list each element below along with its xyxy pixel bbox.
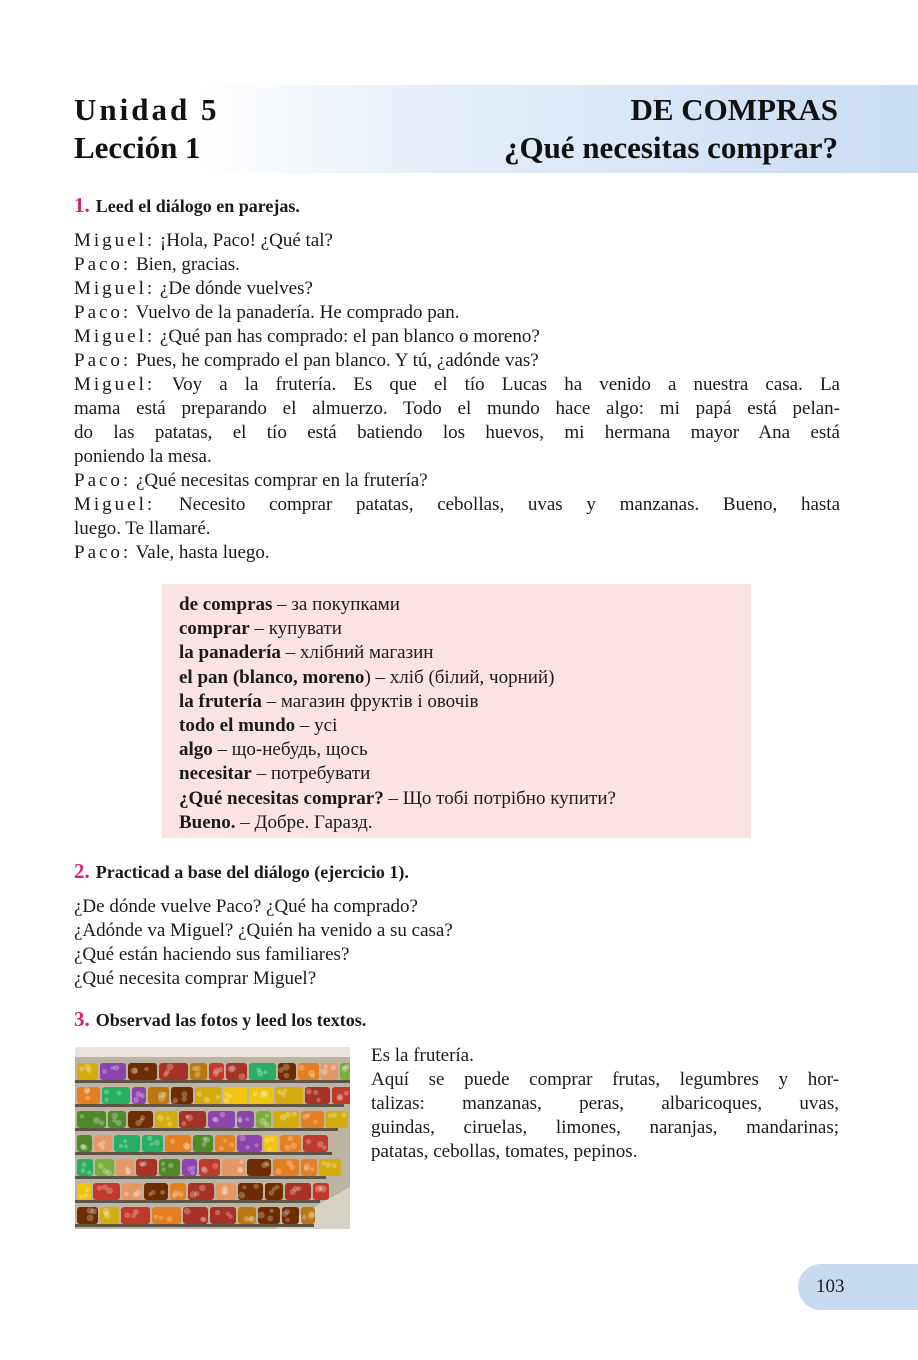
produce-highlight <box>223 1139 227 1143</box>
produce-bin <box>265 1183 283 1200</box>
dialogue-line <box>74 325 840 349</box>
produce-highlight <box>253 1091 258 1096</box>
produce-highlight <box>86 1068 91 1073</box>
produce-highlight <box>285 1145 291 1151</box>
produce-highlight <box>316 1098 320 1102</box>
produce-highlight <box>200 1216 205 1221</box>
produce-highlight <box>104 1090 109 1095</box>
produce-highlight <box>242 1185 246 1189</box>
page-number: 103 <box>816 1276 845 1297</box>
dialogue <box>74 229 840 565</box>
produce-highlight <box>239 1160 243 1164</box>
produce-highlight <box>124 1144 128 1148</box>
produce-highlight <box>84 1087 90 1093</box>
produce-highlight <box>293 1186 299 1192</box>
produce-highlight <box>267 1147 271 1151</box>
produce-highlight <box>332 1113 337 1118</box>
produce-highlight <box>298 1065 304 1071</box>
produce-highlight <box>150 1142 154 1146</box>
vocab-term: comprar <box>179 618 250 640</box>
produce-highlight <box>215 1210 220 1215</box>
produce-highlight <box>248 1216 253 1221</box>
produce-highlight <box>224 1098 230 1104</box>
produce-highlight <box>125 1166 129 1170</box>
produce-highlight <box>151 1190 156 1195</box>
produce-highlight <box>166 1116 170 1120</box>
produce-highlight <box>192 1066 197 1071</box>
produce-highlight <box>336 1094 343 1101</box>
produce-highlight <box>292 1112 297 1117</box>
shelf-edge <box>75 1176 326 1179</box>
utterance: Bien, gracias. <box>135 254 240 275</box>
text-line: talizas: manzanas, peras, albaricoques, uvas, <box>371 1093 839 1114</box>
produce-highlight <box>167 1063 174 1070</box>
produce-highlight <box>111 1112 118 1119</box>
text-line: Es la frutería. <box>371 1045 474 1066</box>
text-line: Aquí se puede comprar frutas, legumbres y hor- <box>371 1069 839 1090</box>
vocab-translation: – купувати <box>249 618 342 640</box>
shelf-edge <box>75 1224 314 1227</box>
produce-highlight <box>87 1207 94 1214</box>
produce-highlight <box>101 1140 106 1145</box>
speaker: Miguel: <box>74 278 156 299</box>
dialogue-line <box>74 469 840 493</box>
produce-highlight <box>245 1117 249 1121</box>
produce-highlight <box>314 1120 318 1124</box>
questions-list <box>74 895 840 991</box>
produce-highlight <box>286 1160 292 1166</box>
produce-highlight <box>202 1136 207 1141</box>
shelf-edge <box>75 1200 320 1203</box>
produce-highlight <box>160 1190 165 1195</box>
dialogue-line <box>74 493 840 517</box>
produce-highlight <box>284 1073 290 1079</box>
vocabulary-list <box>179 593 616 835</box>
produce-highlight <box>83 1193 88 1198</box>
produce-highlight <box>245 1145 249 1149</box>
vocab-translation: ) – хліб (білий, чорний) <box>364 666 555 688</box>
vocab-entry <box>179 762 616 786</box>
utterance: ¡Hola, Paco! ¿Qué tal? <box>159 230 333 251</box>
produce-highlight <box>158 1095 165 1102</box>
speaker: Miguel: <box>74 230 156 251</box>
vocab-entry <box>179 641 616 665</box>
produce-highlight <box>331 1065 336 1070</box>
produce-highlight <box>79 1066 84 1071</box>
produce-highlight <box>229 1142 234 1147</box>
produce-highlight <box>85 1096 90 1101</box>
speaker: Paco: <box>74 254 132 275</box>
produce-highlight <box>226 1212 230 1216</box>
produce-highlight <box>111 1066 115 1070</box>
vocab-entry <box>179 666 616 690</box>
produce-highlight <box>133 1097 139 1103</box>
dialogue-continuation: mama está preparando el almuerzo. Todo el mundo hace algo: mi papá está pelan- <box>74 398 840 419</box>
produce-bin <box>285 1183 311 1200</box>
vocab-translation: – за покупками <box>272 594 400 615</box>
produce-highlight <box>344 1091 349 1096</box>
produce-highlight <box>263 1070 267 1074</box>
produce-highlight <box>85 1187 90 1192</box>
produce-highlight <box>272 1187 276 1191</box>
fruit-shop-text <box>371 1044 839 1164</box>
produce-highlight <box>87 1170 91 1174</box>
produce-highlight <box>304 1163 311 1170</box>
produce-highlight <box>238 1073 245 1080</box>
produce-highlight <box>285 1218 289 1222</box>
produce-highlight <box>306 1088 312 1094</box>
vocab-entry <box>179 617 616 641</box>
produce-highlight <box>119 1144 123 1148</box>
utterance: Pues, he comprado el pan blanco. Y tú, ¿adónde vas? <box>135 350 539 371</box>
produce-bin <box>77 1111 106 1128</box>
produce-highlight <box>324 1064 328 1068</box>
produce-highlight <box>342 1066 346 1070</box>
vocab-term: ¿Qué necesitas comprar? <box>179 787 384 809</box>
produce-highlight <box>308 1213 315 1220</box>
produce-highlight <box>80 1114 84 1118</box>
dialogue-line <box>74 301 840 325</box>
produce-highlight <box>147 1136 152 1141</box>
exercise-1-heading <box>74 194 300 217</box>
shelf-edge <box>75 1080 350 1083</box>
produce-highlight <box>81 1162 86 1167</box>
vocab-term: la frutería <box>179 690 262 712</box>
produce-highlight <box>168 1163 174 1169</box>
produce-highlight <box>264 1138 270 1144</box>
shelf-edge <box>75 1104 344 1107</box>
produce-highlight <box>265 1114 269 1118</box>
produce-highlight <box>288 1135 294 1141</box>
produce-highlight <box>106 1187 113 1194</box>
speaker: Paco: <box>74 350 132 371</box>
produce-highlight <box>228 1066 234 1072</box>
produce-highlight <box>239 1135 245 1141</box>
produce-highlight <box>181 1091 187 1097</box>
produce-highlight <box>159 1215 163 1219</box>
dialogue-line <box>74 349 840 373</box>
produce-highlight <box>93 1117 100 1124</box>
produce-highlight <box>167 1121 172 1126</box>
produce-highlight <box>124 1212 130 1218</box>
produce-highlight <box>161 1162 165 1166</box>
vocab-term: el pan (blanco, moreno <box>179 666 365 688</box>
produce-highlight <box>202 1142 207 1147</box>
produce-highlight <box>313 1090 318 1095</box>
shelf-edge <box>75 1128 338 1131</box>
speaker: Paco: <box>74 302 132 323</box>
produce-highlight <box>264 1161 269 1166</box>
produce-highlight <box>181 1121 186 1126</box>
produce-highlight <box>87 1215 94 1222</box>
produce-highlight <box>194 1071 200 1077</box>
vocab-translation: – усі <box>295 715 338 737</box>
unit-title: Unidad 5 <box>74 92 220 127</box>
produce-highlight <box>202 1168 208 1174</box>
question: ¿Qué necesita comprar Miguel? <box>74 968 317 989</box>
vocab-entry <box>179 690 616 714</box>
produce-highlight <box>199 1185 206 1192</box>
speaker: Paco: <box>74 470 132 491</box>
exercise-3-heading <box>74 1008 366 1031</box>
vocab-term: todo el mundo <box>179 715 296 737</box>
produce-highlight <box>267 1216 273 1222</box>
produce-highlight <box>257 1070 263 1076</box>
produce-highlight <box>306 1139 312 1145</box>
produce-highlight <box>237 1167 243 1173</box>
produce-highlight <box>184 1208 191 1215</box>
produce-highlight <box>270 1137 275 1142</box>
dialogue-continuation: do las patatas, el tío está batiendo los huevos, mi hermana mayor Ana está <box>74 422 840 443</box>
produce-highlight <box>163 1072 168 1077</box>
produce-highlight <box>178 1191 184 1197</box>
produce-highlight <box>144 1067 149 1072</box>
produce-highlight <box>97 1185 103 1191</box>
produce-highlight <box>325 1162 331 1168</box>
speaker: Miguel: <box>74 494 156 515</box>
produce-highlight <box>154 1140 160 1146</box>
vocab-translation: – що-небудь, щось <box>212 739 368 761</box>
vocab-translation: – магазин фруктів і овочів <box>261 690 479 712</box>
dialogue-line <box>74 277 840 301</box>
lesson-title: Lección 1 <box>74 130 201 165</box>
vocab-translation: – Добре. Гаразд. <box>235 811 373 833</box>
produce-highlight <box>135 1190 142 1197</box>
exercise-instruction: Observad las fotos y leed los textos. <box>95 1010 367 1030</box>
produce-highlight <box>172 1098 178 1104</box>
produce-highlight <box>190 1191 197 1198</box>
fruit-shelves-image <box>75 1047 350 1229</box>
produce-highlight <box>258 1212 265 1219</box>
produce-highlight <box>117 1090 122 1095</box>
vocab-term: la panadería <box>179 642 281 664</box>
produce-highlight <box>216 1095 220 1099</box>
vocab-entry <box>179 593 616 617</box>
produce-highlight <box>183 1142 190 1149</box>
produce-highlight <box>81 1143 86 1148</box>
text-line: guindas, ciruelas, limones, naranjas, mandarinas; <box>371 1117 839 1138</box>
question: ¿De dónde vuelve Paco? ¿Qué ha comprado? <box>74 896 418 917</box>
produce-highlight <box>283 1063 290 1070</box>
produce-highlight <box>220 1112 225 1117</box>
produce-highlight <box>224 1092 229 1097</box>
produce-highlight <box>112 1118 116 1122</box>
produce-highlight <box>98 1163 104 1169</box>
utterance: Voy a la frutería. Es que el tío Lucas ha venido a nuestra casa. La <box>171 374 840 395</box>
produce-highlight <box>170 1139 175 1144</box>
produce-highlight <box>191 1165 196 1170</box>
produce-highlight <box>139 1161 144 1166</box>
utterance: Vuelvo de la panadería. He comprado pan. <box>135 302 460 323</box>
produce-highlight <box>133 1068 139 1074</box>
exercise-instruction: Leed el diálogo en parejas. <box>95 196 300 216</box>
vocab-translation: – Що тобі потрібно купити? <box>383 787 616 809</box>
produce-highlight <box>153 1214 157 1218</box>
produce-highlight <box>219 1146 224 1151</box>
speaker: Miguel: <box>74 326 156 347</box>
vocab-term: necesitar <box>179 763 252 785</box>
produce-bin <box>136 1159 157 1176</box>
topic-title: DE COMPRAS <box>630 92 838 127</box>
vocab-entry <box>179 787 616 811</box>
exercise-number: 2. <box>74 859 90 883</box>
produce-bin <box>159 1063 188 1080</box>
produce-highlight <box>320 1186 327 1193</box>
vocab-term: algo <box>179 739 213 761</box>
produce-highlight <box>321 1069 327 1075</box>
produce-highlight <box>238 1119 242 1123</box>
speaker: Paco: <box>74 542 132 563</box>
produce-highlight <box>282 1211 288 1217</box>
produce-highlight <box>126 1171 130 1175</box>
produce-bin <box>319 1159 341 1176</box>
utterance: ¿De dónde vuelves? <box>159 278 313 299</box>
dialogue-line <box>74 541 840 565</box>
produce-highlight <box>186 1114 193 1121</box>
produce-highlight <box>161 1167 166 1172</box>
produce-highlight <box>123 1139 127 1143</box>
utterance: Necesito comprar patatas, cebollas, uvas y manzanas. Bueno, hasta <box>178 494 840 515</box>
dialogue-line <box>74 229 840 253</box>
lesson-question-title: ¿Qué necesitas comprar? <box>503 130 838 165</box>
produce-highlight <box>157 1115 164 1122</box>
produce-highlight <box>213 1068 220 1075</box>
dialogue-line <box>74 253 840 277</box>
dialogue-continuation: poniendo la mesa. <box>74 446 212 467</box>
produce-bin <box>190 1063 207 1080</box>
produce-bin <box>116 1159 134 1176</box>
produce-highlight <box>196 1091 201 1096</box>
ceiling-light <box>75 1047 350 1057</box>
produce-highlight <box>105 1098 109 1102</box>
produce-highlight <box>281 1092 287 1098</box>
vocab-entry <box>179 738 616 762</box>
dialogue-line <box>74 373 840 397</box>
exercise-instruction: Practicad a base del diálogo (ejercicio 1). <box>95 862 409 882</box>
vocab-translation: – потребувати <box>251 763 371 785</box>
produce-highlight <box>100 1145 104 1149</box>
produce-highlight <box>283 1088 287 1092</box>
shelf-edge <box>75 1152 332 1155</box>
produce-highlight <box>172 1193 178 1199</box>
produce-highlight <box>253 1184 258 1189</box>
produce-highlight <box>275 1168 281 1174</box>
produce-highlight <box>102 1069 107 1074</box>
text-line: patatas, cebollas, tomates, pepinos. <box>371 1141 638 1162</box>
produce-highlight <box>260 1091 266 1097</box>
dialogue-continuation: luego. Te llamaré. <box>74 518 211 539</box>
vocabulary-box <box>162 584 751 838</box>
produce-highlight <box>238 1192 245 1199</box>
vocab-translation: – хлібний магазин <box>280 642 434 664</box>
produce-highlight <box>342 1112 347 1117</box>
produce-highlight <box>302 1215 307 1220</box>
produce-highlight <box>263 1122 270 1129</box>
produce-highlight <box>332 1163 337 1168</box>
produce-highlight <box>102 1168 108 1174</box>
produce-highlight <box>308 1070 315 1077</box>
produce-highlight <box>79 1195 83 1199</box>
exercise-2-heading <box>74 860 409 883</box>
vocab-entry <box>179 811 616 835</box>
exercise-number: 1. <box>74 193 90 217</box>
produce-highlight <box>254 1143 258 1147</box>
produce-bin <box>114 1135 140 1152</box>
utterance: ¿Qué necesitas comprar en la frutería? <box>135 470 428 491</box>
produce-highlight <box>280 1114 287 1121</box>
produce-highlight <box>104 1212 111 1219</box>
produce-highlight <box>213 1117 219 1123</box>
produce-highlight <box>204 1097 210 1103</box>
vocab-entry <box>179 714 616 738</box>
utterance: ¿Qué pan has comprado: el pan blanco o moreno? <box>159 326 540 347</box>
produce-highlight <box>212 1163 218 1169</box>
produce-highlight <box>302 1114 307 1119</box>
vocab-term: de compras <box>179 594 273 615</box>
produce-highlight <box>80 1168 85 1173</box>
produce-highlight <box>124 1192 129 1197</box>
produce-highlight <box>167 1216 173 1222</box>
produce-highlight <box>135 1120 141 1126</box>
vocab-term: Bueno. <box>179 811 236 833</box>
produce-highlight <box>140 1093 145 1098</box>
produce-highlight <box>322 1145 327 1150</box>
speaker: Miguel: <box>74 374 156 395</box>
utterance: Vale, hasta luego. <box>135 542 270 563</box>
question: ¿Qué están haciendo sus familiares? <box>74 944 350 965</box>
produce-highlight <box>270 1209 274 1213</box>
produce-highlight <box>221 1188 228 1195</box>
produce-highlight <box>133 1209 139 1215</box>
produce-highlight <box>290 1142 297 1149</box>
question: ¿Adónde va Miguel? ¿Quién ha venido a su casa? <box>74 920 453 941</box>
fruit-shop-photo <box>75 1047 350 1229</box>
produce-highlight <box>310 1167 314 1171</box>
exercise-number: 3. <box>74 1007 90 1031</box>
